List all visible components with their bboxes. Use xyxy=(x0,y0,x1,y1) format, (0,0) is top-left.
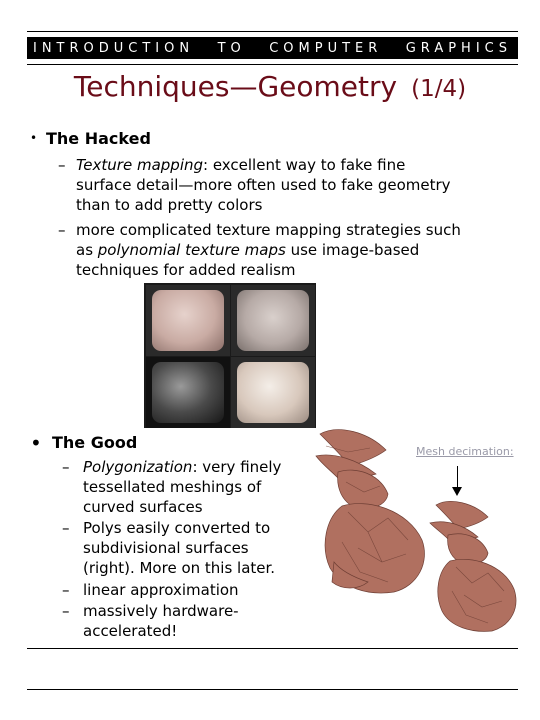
text-line: accelerated! xyxy=(83,622,178,640)
text-line: (right). More on this later. xyxy=(83,559,276,577)
bullet-hacked: • xyxy=(30,131,38,145)
hacked-item-1 xyxy=(58,155,451,215)
hacked-item-2 xyxy=(58,220,461,280)
term-emphasis: Texture mapping xyxy=(76,156,204,174)
bottom-rule-2 xyxy=(27,689,518,690)
text-line: Polys easily converted to xyxy=(83,519,271,537)
mesh-decimation-note: Mesh decimation: xyxy=(416,445,514,458)
text-line: subdivisional surfaces xyxy=(83,539,249,557)
banner-rule xyxy=(27,64,518,65)
tablet-tile-bottom-right xyxy=(231,357,315,428)
tablet-tile-bottom-left xyxy=(146,357,230,428)
course-banner xyxy=(27,37,518,59)
bottom-rule-1 xyxy=(27,648,518,649)
text-line xyxy=(76,240,461,260)
bunny-mesh-decimated-image xyxy=(416,495,528,635)
text-line xyxy=(76,155,451,175)
text-run: : very finely xyxy=(192,458,282,476)
heading-hacked: The Hacked xyxy=(46,129,151,148)
text-line: techniques for added realism xyxy=(76,261,296,279)
good-item-3 xyxy=(62,580,239,600)
text-line: tessellated meshings of xyxy=(83,478,262,496)
term-emphasis: Polygonization xyxy=(83,458,193,476)
top-rule xyxy=(27,31,518,32)
dash: – xyxy=(62,602,70,620)
bullet-good: • xyxy=(30,431,42,455)
banner-word-2: TO xyxy=(217,40,246,56)
text-run: as xyxy=(76,241,98,259)
dash: – xyxy=(58,221,66,239)
term-emphasis: polynomial texture maps xyxy=(97,241,286,259)
ptm-tablet-photo xyxy=(144,283,316,428)
banner-word-3: COMPUTER xyxy=(269,40,383,56)
text-line: surface detail—more often used to fake geometry xyxy=(76,176,451,194)
text-line: curved surfaces xyxy=(83,498,203,516)
arrow-down-icon xyxy=(457,466,458,488)
dash: – xyxy=(62,519,70,537)
text-line: massively hardware- xyxy=(83,602,239,620)
banner-word-4: GRAPHICS xyxy=(405,40,512,56)
tablet-tile-top-left xyxy=(146,285,230,356)
slide-title xyxy=(0,70,540,103)
good-item-1 xyxy=(62,457,281,517)
text-line: than to add pretty colors xyxy=(76,196,263,214)
good-item-4 xyxy=(62,601,239,641)
heading-good: The Good xyxy=(52,433,138,452)
slide-page-number: (1/4) xyxy=(411,76,467,102)
text-run: use image-based xyxy=(285,241,420,259)
good-item-2 xyxy=(62,518,275,578)
dash: – xyxy=(58,156,66,174)
dash: – xyxy=(62,581,70,599)
slide-title-text: Techniques—Geometry xyxy=(73,70,398,103)
text-line: more complicated texture mapping strategies such xyxy=(76,221,461,239)
tablet-tile-top-right xyxy=(231,285,315,356)
banner-word-1: INTRODUCTION xyxy=(33,40,195,56)
text-line xyxy=(83,457,281,477)
text-run: : excellent way to fake fine xyxy=(203,156,406,174)
text-line: linear approximation xyxy=(83,581,239,599)
dash: – xyxy=(62,458,70,476)
